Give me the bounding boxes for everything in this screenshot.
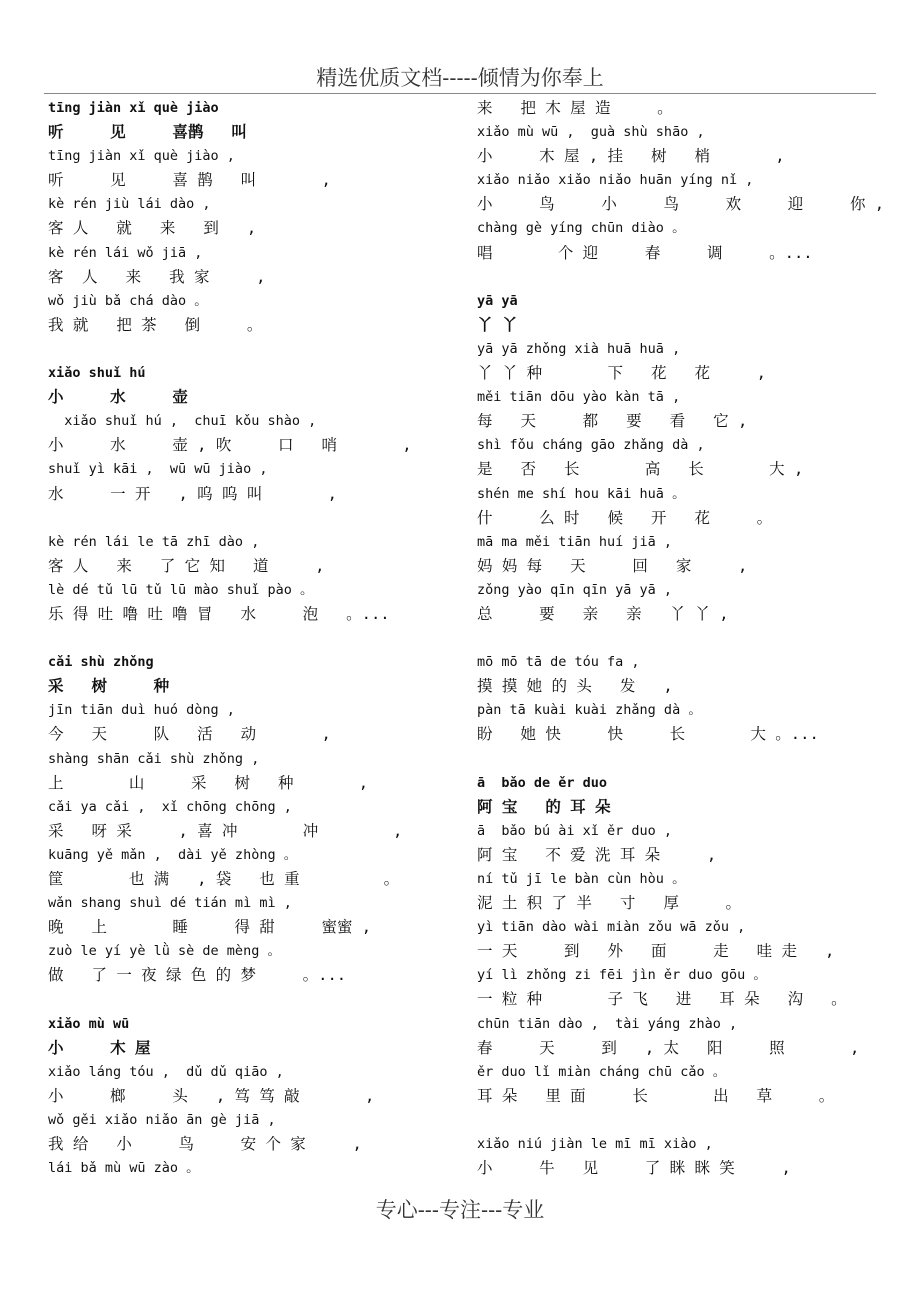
hanzi-line: 听 见 喜 鹊 叫 , — [48, 171, 331, 190]
stanza-gap — [48, 987, 468, 1011]
poem-title-pinyin: cǎi shù zhǒng — [48, 654, 154, 671]
hanzi-line: 小 水 壶 , 吹 口 哨 , — [48, 436, 412, 455]
hanzi-line: 晚 上 睡 得 甜 蜜蜜 , — [48, 918, 372, 937]
pinyin-line: yì tiān dào wài miàn zǒu wā zǒu , — [477, 919, 746, 936]
hanzi-line: 我 给 小 鸟 安 个 家 , — [48, 1135, 362, 1154]
poem-title-hanzi: 小 木 屋 — [48, 1038, 151, 1057]
pinyin-line: shàng shān cǎi shù zhǒng , — [48, 750, 260, 767]
poem-title-pinyin: xiǎo mù wū — [48, 1015, 130, 1032]
pinyin-line: cǎi ya cǎi , xǐ chōng chōng , — [48, 798, 292, 815]
right-column — [477, 96, 897, 1180]
hanzi-line: 春 天 到 , 太 阳 照 , — [477, 1038, 860, 1057]
poem-title-hanzi: 听 见 喜鹊 叫 — [48, 123, 247, 142]
hanzi-line: 是 否 长 高 长 大 , — [477, 460, 804, 479]
poem-title-hanzi: 小 水 壶 — [48, 388, 188, 407]
pinyin-line: shì fǒu cháng gāo zhǎng dà , — [477, 437, 705, 454]
hanzi-line: 一 粒 种 子 飞 进 耳 朵 沟 。 — [477, 990, 847, 1009]
hanzi-line: 盼 她 快 快 长 大 。... — [477, 725, 819, 744]
hanzi-line: 筐 也 满 , 袋 也 重 。 — [48, 870, 400, 888]
pinyin-line: zuò le yí yè lǜ sè de mèng 。 — [48, 943, 281, 960]
hanzi-line: 小 鸟 小 鸟 欢 迎 你 , — [477, 195, 885, 214]
pinyin-line: ā bǎo bú ài xǐ ěr duo , — [477, 822, 673, 839]
pinyin-line: xiǎo mù wū , guà shù shāo , — [477, 124, 705, 141]
pinyin-line: zǒng yào qīn qīn yā yā , — [477, 581, 673, 598]
pinyin-line: yí lì zhǒng zi fēi jìn ěr duo gōu 。 — [477, 967, 767, 984]
pinyin-line: kè rén lái wǒ jiā , — [48, 244, 203, 261]
hanzi-line: 阿 宝 不 爱 洗 耳 朵 , — [477, 845, 717, 864]
poem-title-pinyin: ā bǎo de ěr duo — [477, 774, 608, 791]
pinyin-line: shuǐ yì kāi , wū wū jiào , — [48, 461, 268, 478]
pinyin-line: kè rén lái le tā zhī dào , — [48, 533, 260, 550]
hanzi-line: 一 天 到 外 面 走 哇 走 , — [477, 942, 835, 961]
poem-title-pinyin: xiǎo shuǐ hú — [48, 365, 146, 382]
poem-title-pinyin: yā yā — [477, 292, 518, 309]
pinyin-line: xiǎo láng tóu , dǔ dǔ qiāo , — [48, 1063, 284, 1080]
hanzi-line: 每 天 都 要 看 它 , — [477, 412, 748, 431]
pinyin-line: pàn tā kuài kuài zhǎng dà 。 — [477, 702, 702, 719]
stanza-gap — [477, 265, 897, 289]
hanzi-line: 耳 朵 里 面 长 出 草 。 — [477, 1086, 835, 1105]
hanzi-line: 小 榔 头 , 笃 笃 敲 , — [48, 1086, 375, 1105]
pinyin-line: shén me shí hou kāi huā 。 — [477, 485, 686, 502]
hanzi-line: 摸 摸 她 的 头 发 , — [477, 677, 673, 696]
stanza-gap — [477, 1108, 897, 1132]
header-divider — [44, 93, 876, 94]
hanzi-line: 水 一 开 , 呜 呜 叫 , — [48, 484, 337, 503]
pinyin-line: wǒ jiù bǎ chá dào 。 — [48, 292, 208, 309]
stanza-gap — [48, 337, 468, 361]
hanzi-line: 我 就 把 茶 倒 。 — [48, 315, 263, 334]
pinyin-line: měi tiān dōu yào kàn tā , — [477, 389, 681, 406]
hanzi-line: 今 天 队 活 动 , — [48, 725, 331, 744]
pinyin-line: ní tǔ jī le bàn cùn hòu 。 — [477, 871, 686, 887]
hanzi-line: 做 了 一 夜 绿 色 的 梦 。... — [48, 966, 347, 985]
pinyin-line: chūn tiān dào , tài yáng zhào , — [477, 1015, 738, 1032]
pinyin-line: mā ma měi tiān huí jiā , — [477, 533, 673, 550]
pinyin-line: xiǎo niú jiàn le mī mī xiào , — [477, 1136, 713, 1153]
poem-title-hanzi: 阿 宝 的 耳 朵 — [477, 797, 611, 816]
pinyin-line: tīng jiàn xǐ què jiào , — [48, 148, 235, 165]
hanzi-line: 乐 得 吐 噜 吐 噜 冒 水 泡 。... — [48, 604, 390, 623]
hanzi-line: 小 木 屋 , 挂 树 梢 , — [477, 147, 785, 166]
poem-title-hanzi: 丫 丫 — [477, 315, 518, 334]
pinyin-line: jīn tiān duì huó dòng , — [48, 702, 235, 719]
page-footer: 专心---专注---专业 — [375, 1198, 545, 1222]
hanzi-line: 采 呀 采 , 喜 冲 冲 , — [48, 821, 403, 840]
hanzi-line: 客 人 来 我 家 , — [48, 267, 266, 286]
hanzi-line: 上 山 采 树 种 , — [48, 773, 369, 792]
pinyin-line: xiǎo niǎo xiǎo niǎo huān yíng nǐ , — [477, 172, 754, 189]
stanza-gap — [477, 747, 897, 771]
hanzi-line: 什 么 时 候 开 花 。 — [477, 508, 773, 527]
pinyin-line: lái bǎ mù wū zào 。 — [48, 1160, 200, 1177]
pinyin-line: xiǎo shuǐ hú , chuī kǒu shào , — [48, 413, 317, 430]
hanzi-line: 来 把 木 屋 造 。 — [477, 99, 673, 117]
hanzi-line: 唱 个 迎 春 调 。... — [477, 243, 813, 262]
hanzi-line: 客 人 就 来 到 , — [48, 219, 257, 238]
hanzi-line: 丫 丫 种 下 花 花 , — [477, 364, 766, 383]
page-header: 精选优质文档-----倾情为你奉上 — [316, 66, 604, 90]
pinyin-line: chàng gè yíng chūn diào 。 — [477, 220, 686, 237]
pinyin-line: kuāng yě mǎn , dài yě zhòng 。 — [48, 846, 298, 863]
left-column — [48, 96, 468, 1180]
hanzi-line: 妈 妈 每 天 回 家 , — [477, 556, 748, 575]
pinyin-line: wǒ gěi xiǎo niǎo ān gè jiā , — [48, 1111, 276, 1128]
stanza-gap — [477, 626, 897, 650]
pinyin-line: lè dé tǔ lū tǔ lū mào shuǐ pào 。 — [48, 581, 314, 598]
pinyin-line: yā yā zhǒng xià huā huā , — [477, 340, 681, 357]
hanzi-line: 总 要 亲 亲 丫 丫 , — [477, 604, 729, 623]
stanza-gap — [48, 506, 468, 530]
hanzi-line: 泥 土 积 了 半 寸 厚 。 — [477, 894, 741, 913]
hanzi-line: 客 人 来 了 它 知 道 , — [48, 556, 325, 575]
hanzi-line: 小 牛 见 了 眯 眯 笑 , — [477, 1159, 791, 1178]
pinyin-line: ěr duo lǐ miàn cháng chū cǎo 。 — [477, 1063, 727, 1080]
pinyin-line: wǎn shang shuì dé tián mì mì , — [48, 895, 292, 912]
pinyin-line: kè rén jiù lái dào , — [48, 196, 211, 213]
stanza-gap — [48, 626, 468, 650]
pinyin-line: mō mō tā de tóu fa , — [477, 654, 640, 671]
poem-title-pinyin: tīng jiàn xǐ què jiào — [48, 100, 219, 116]
poem-title-hanzi: 采 树 种 — [48, 677, 170, 696]
